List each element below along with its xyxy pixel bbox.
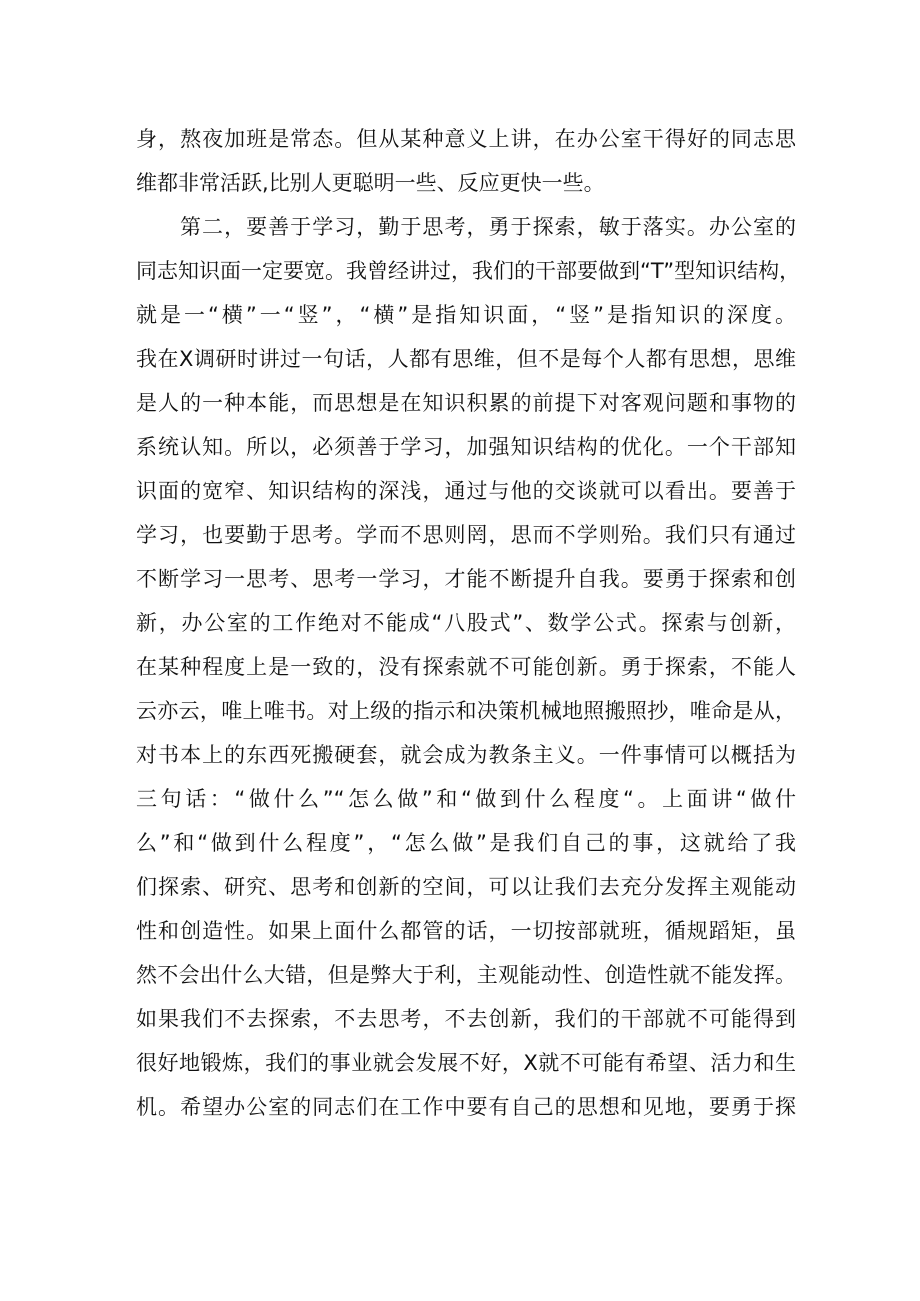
text-line: 我在X调研时讲过一句话，人都有思维，但不是每个人都有思想，思维 [136, 347, 796, 371]
text-line: 然不会出什么大错，但是弊大于利，主观能动性、创造性就不能发挥。 [136, 963, 796, 987]
text-line: 身，熬夜加班是常态。但从某种意义上讲，在办公室干得好的同志思 [136, 127, 796, 151]
text-line: 是人的一种本能，而思想是在知识积累的前提下对客观问题和事物的 [136, 391, 796, 415]
text-line: 很好地锻炼，我们的事业就会发展不好，X就不可能有希望、活力和生 [136, 1051, 796, 1075]
text-line: 三句话：“做什么”“怎么做”和“做到什么程度“。上面讲“做什 [136, 787, 796, 811]
text-line: 们探索、研究、思考和创新的空间，可以让我们去充分发挥主观能动 [136, 875, 796, 899]
text-line: 如果我们不去探索，不去思考，不去创新，我们的干部就不可能得到 [136, 1007, 796, 1031]
text-line: 维都非常活跃,比别人更聪明一些、反应更快一些。 [136, 171, 605, 195]
text-line: 机。希望办公室的同志们在工作中要有自己的思想和见地，要勇于探 [136, 1095, 796, 1119]
body-text [136, 117, 801, 1129]
text-line: 学习，也要勤于思考。学而不思则罔，思而不学则殆。我们只有通过 [136, 523, 796, 547]
text-line: 云亦云，唯上唯书。对上级的指示和决策机械地照搬照抄，唯命是从， [136, 699, 796, 723]
text-line: 在某种程度上是一致的，没有探索就不可能创新。勇于探索，不能人 [136, 655, 796, 679]
text-line: 同志知识面一定要宽。我曾经讲过，我们的干部要做到“T”型知识结构， [136, 259, 801, 283]
text-line: 性和创造性。如果上面什么都管的话，一切按部就班，循规蹈矩，虽 [136, 919, 796, 943]
text-line: 么”和“做到什么程度”，“怎么做”是我们自己的事，这就给了我 [136, 831, 796, 855]
text-line: 就是一“横”一“竖”，“横”是指知识面，“竖”是指知识的深度。 [136, 303, 796, 327]
text-line: 不断学习一思考、思考一学习，才能不断提升自我。要勇于探索和创 [136, 567, 796, 591]
text-line: 识面的宽窄、知识结构的深浅，通过与他的交谈就可以看出。要善于 [136, 479, 796, 503]
text-line: 新，办公室的工作绝对不能成“八股式”、数学公式。探索与创新， [136, 611, 796, 635]
paragraph-first-line: 第二，要善于学习，勤于思考，勇于探索，敏于落实。办公室的 [180, 215, 796, 239]
text-line: 系统认知。所以，必须善于学习，加强知识结构的优化。一个干部知 [136, 435, 796, 459]
text-line: 对书本上的东西死搬硬套，就会成为教条主义。一件事情可以概括为 [136, 743, 796, 767]
